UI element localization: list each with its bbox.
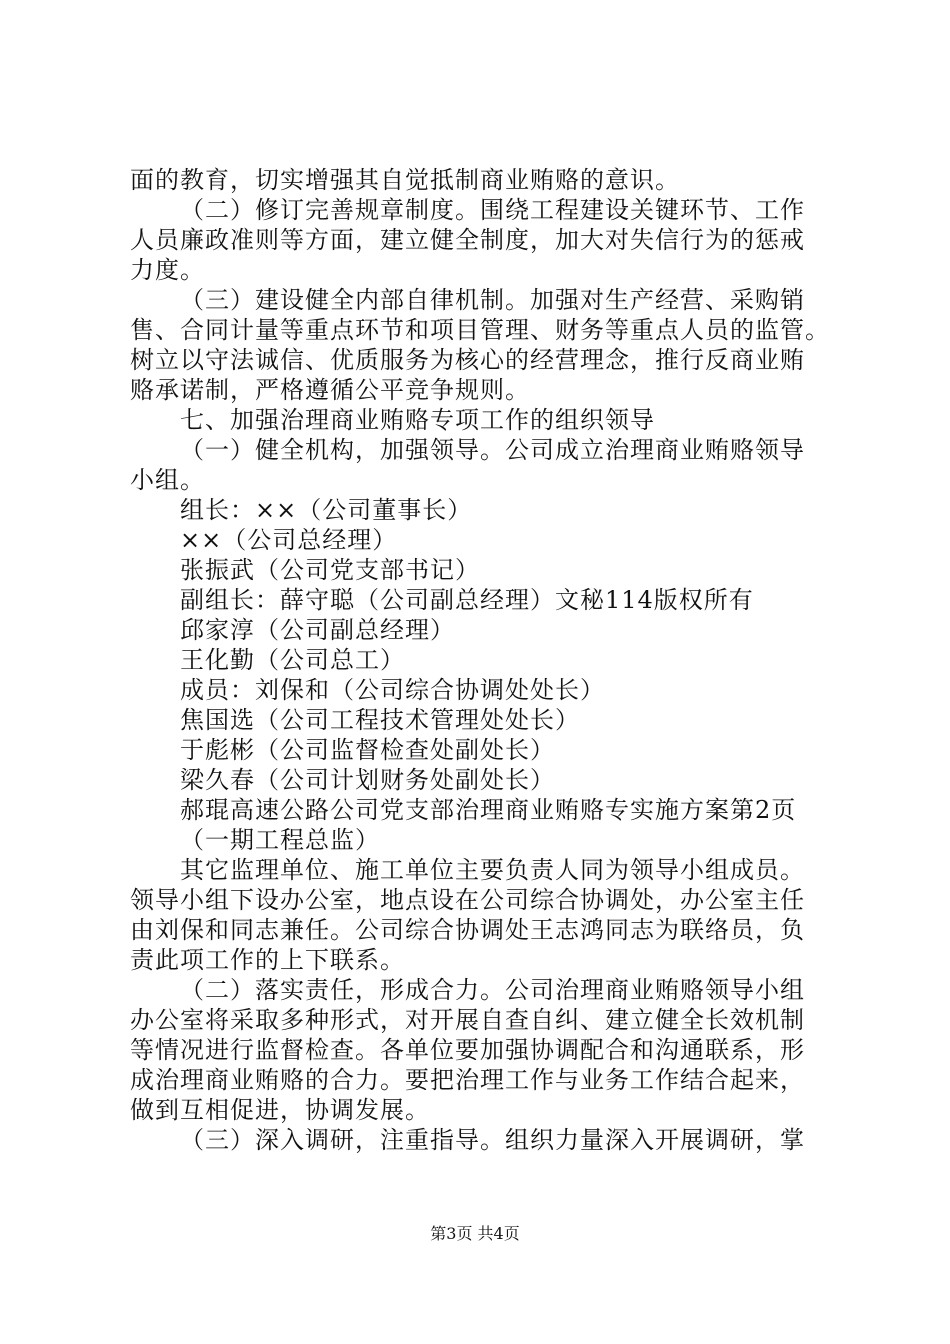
document-body: [130, 165, 840, 1155]
text-line: 小组。: [130, 466, 205, 494]
text-line: 组长：××（公司董事长）: [180, 496, 473, 524]
text-line: 面的教育，切实增强其自觉抵制商业贿赂的意识。: [130, 166, 680, 194]
text-line: 张振武（公司党支部书记）: [180, 556, 480, 584]
text-line: （二）落实责任，形成合力。公司治理商业贿赂领导小组: [180, 976, 805, 1004]
text-line: 由刘保和同志兼任。公司综合协调处王志鸿同志为联络员，负: [130, 916, 805, 944]
text-line: 做到互相促进，协调发展。: [130, 1096, 430, 1124]
text-line: 梁久春（公司计划财务处副处长）: [180, 766, 555, 794]
text-line: 郝琨高速公路公司党支部治理商业贿赂专实施方案第2页: [180, 796, 797, 824]
text-line: 成治理商业贿赂的合力。要把治理工作与业务工作结合起来，: [130, 1066, 805, 1094]
text-line: ××（公司总经理）: [180, 526, 398, 554]
text-line: 等情况进行监督检查。各单位要加强协调配合和沟通联系，形: [130, 1036, 805, 1064]
text-line: 成员：刘保和（公司综合协调处处长）: [180, 676, 605, 704]
text-line: 责此项工作的上下联系。: [130, 946, 405, 974]
page-footer: 第3页 共4页: [430, 1224, 520, 1243]
text-line: 邱家淳（公司副总经理）: [180, 616, 455, 644]
text-line: 售、合同计量等重点环节和项目管理、财务等重点人员的监管。: [130, 316, 830, 344]
text-line: 人员廉政准则等方面，建立健全制度，加大对失信行为的惩戒: [130, 226, 805, 254]
text-line: 副组长：薛守聪（公司副总经理）文秘114版权所有: [180, 586, 754, 614]
text-line: 树立以守法诚信、优质服务为核心的经营理念，推行反商业贿: [130, 346, 805, 374]
text-line: 焦国选（公司工程技术管理处处长）: [180, 706, 580, 734]
text-line: 七、加强治理商业贿赂专项工作的组织领导: [180, 406, 655, 434]
text-line: 办公室将采取多种形式，对开展自查自纠、建立健全长效机制: [130, 1006, 805, 1034]
text-line: （三）建设健全内部自律机制。加强对生产经营、采购销: [180, 286, 805, 314]
text-line: （一期工程总监）: [180, 826, 380, 854]
text-line: （二）修订完善规章制度。围绕工程建设关键环节、工作: [180, 196, 805, 224]
text-line: 于彪彬（公司监督检查处副处长）: [180, 736, 555, 764]
text-line: 其它监理单位、施工单位主要负责人同为领导小组成员。: [180, 856, 805, 884]
text-line: （三）深入调研，注重指导。组织力量深入开展调研，掌: [180, 1126, 805, 1154]
text-line: 赂承诺制，严格遵循公平竞争规则。: [130, 376, 530, 404]
text-line: 领导小组下设办公室，地点设在公司综合协调处，办公室主任: [130, 886, 805, 914]
text-line: 王化勤（公司总工）: [180, 646, 405, 674]
text-line: （一）健全机构，加强领导。公司成立治理商业贿赂领导: [180, 436, 805, 464]
text-line: 力度。: [130, 256, 205, 284]
